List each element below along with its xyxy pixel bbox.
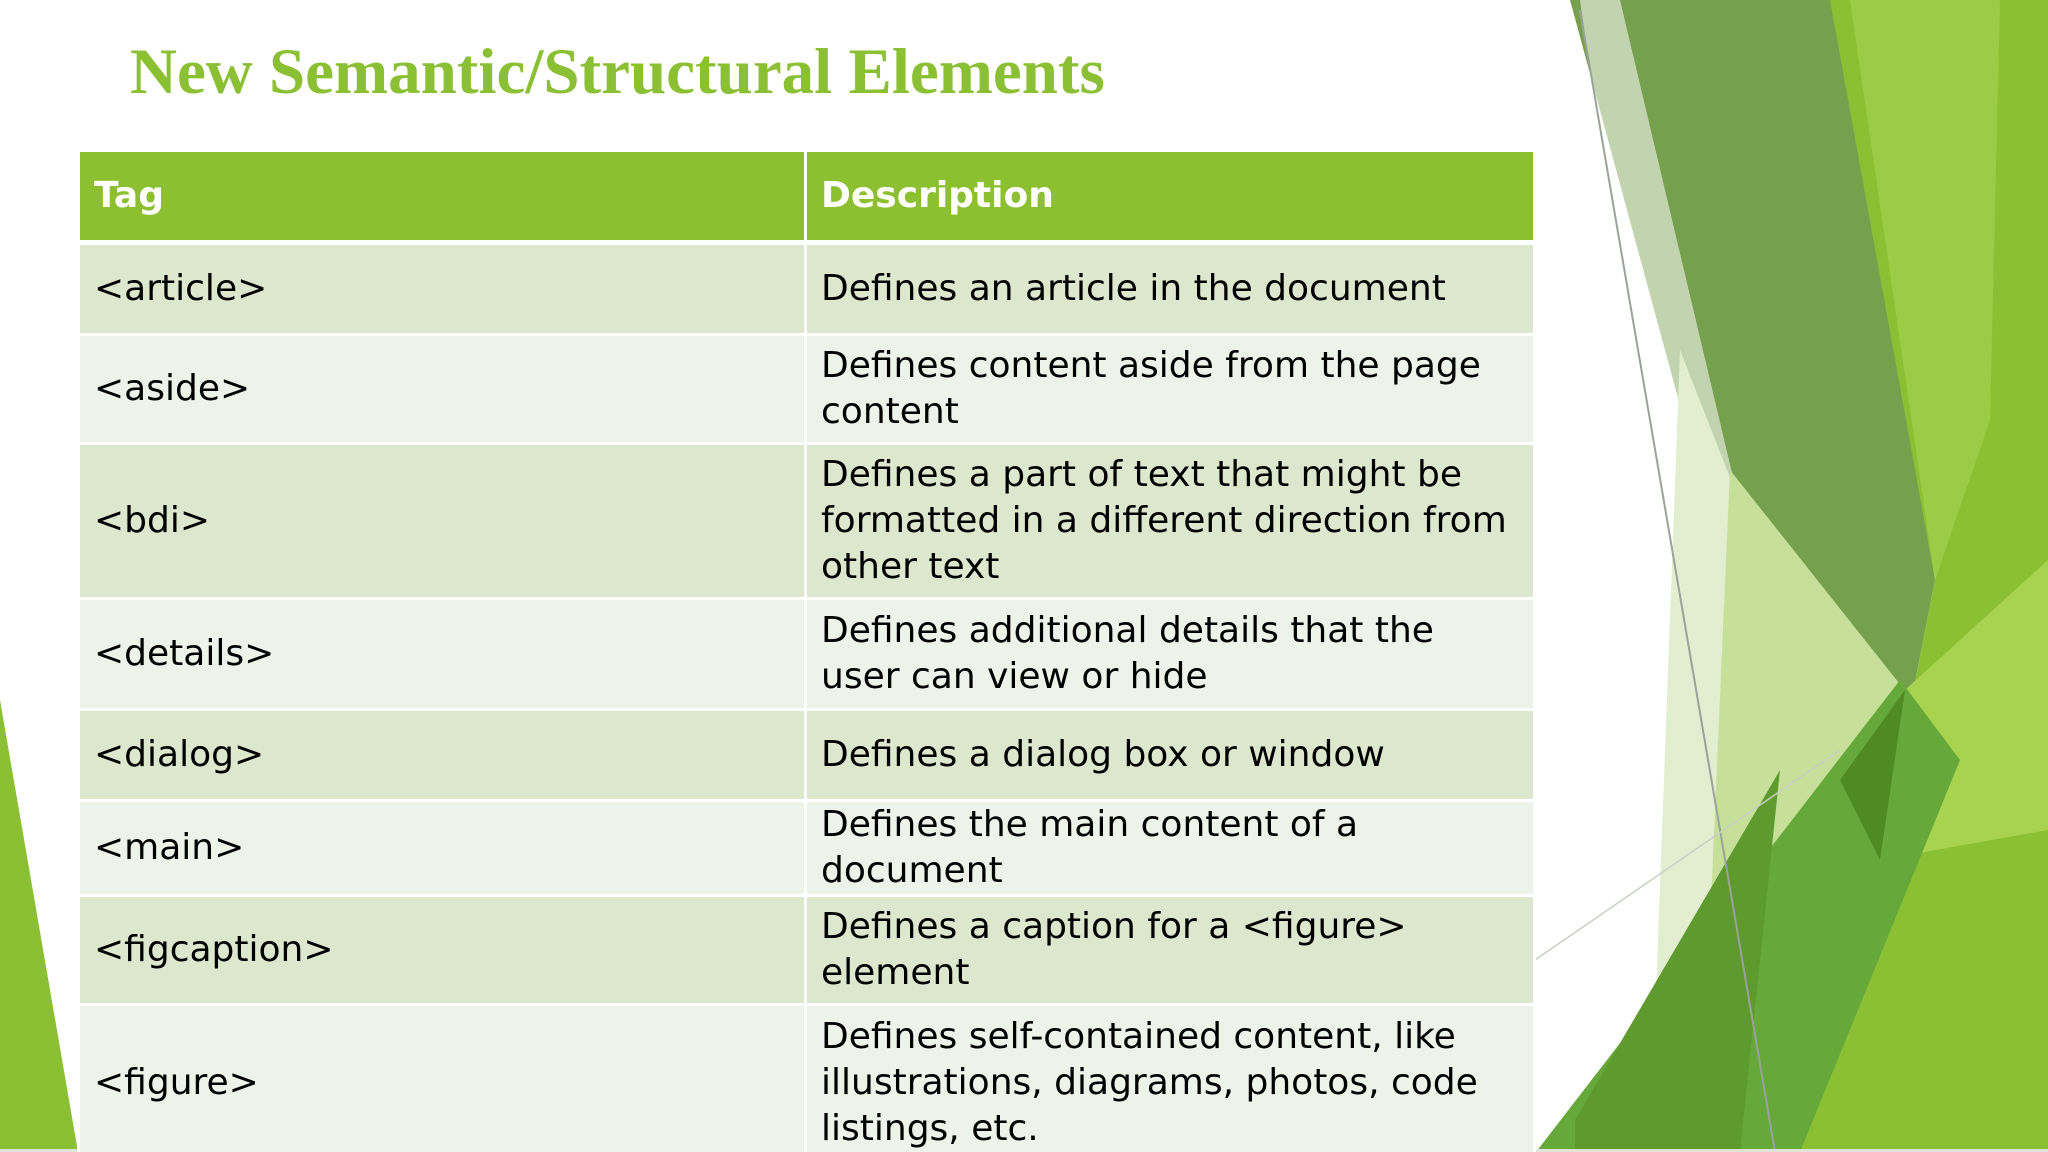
table-row	[79, 801, 1535, 896]
description-cell: Defines a dialog box or window	[806, 710, 1535, 801]
tag-cell: <main>	[79, 801, 806, 896]
slide-title: New Semantic/Structural Elements	[130, 36, 1105, 108]
tag-cell: <details>	[79, 599, 806, 710]
table-row	[79, 335, 1535, 444]
description-cell: Defines self-contained content, like illustrations, diagrams, photos, code listings, etc.	[806, 1005, 1535, 1152]
description-cell: Defines a part of text that might be formatted in a different direction from other text	[806, 444, 1535, 599]
description-cell: Defines content aside from the page content	[806, 335, 1535, 444]
table-row	[79, 243, 1535, 335]
table-row	[79, 1005, 1535, 1152]
table-header-row	[79, 151, 1535, 243]
tag-cell: <bdi>	[79, 444, 806, 599]
description-cell: Defines the main content of a document	[806, 801, 1535, 896]
table-row	[79, 599, 1535, 710]
description-cell: Defines an article in the document	[806, 243, 1535, 335]
column-header-description: Description	[806, 151, 1535, 243]
table-row	[79, 710, 1535, 801]
tag-cell: <dialog>	[79, 710, 806, 801]
description-cell: Defines additional details that the user can view or hide	[806, 599, 1535, 710]
tag-cell: <figcaption>	[79, 896, 806, 1005]
table-row	[79, 896, 1535, 1005]
semantic-elements-table	[77, 149, 1536, 1152]
table-row	[79, 444, 1535, 599]
tag-cell: <article>	[79, 243, 806, 335]
tag-cell: <figure>	[79, 1005, 806, 1152]
description-cell: Defines a caption for a <figure> element	[806, 896, 1535, 1005]
tag-cell: <aside>	[79, 335, 806, 444]
column-header-tag: Tag	[79, 151, 806, 243]
